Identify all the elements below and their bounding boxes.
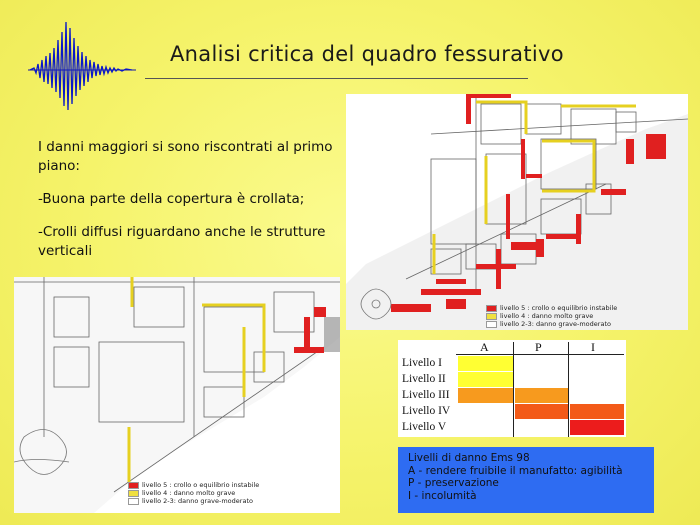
level-bar: [515, 404, 568, 419]
level-bar: [515, 388, 568, 403]
damage-level-table: [398, 340, 626, 437]
legend-item: [128, 489, 259, 497]
bullet-item: -Buona parte della copertura è crollata;: [38, 191, 305, 207]
bullet-list: [38, 138, 338, 275]
title-divider: [145, 78, 528, 79]
legend-swatch: [486, 313, 497, 320]
row-label: Livello III: [402, 389, 450, 401]
floor-plan-map: [14, 277, 340, 513]
info-line: A - rendere fruibile il manufatto: agibilità: [408, 464, 623, 477]
legend-swatch: [128, 490, 139, 497]
row-label: Livello IV: [402, 405, 451, 417]
legend-item: [486, 312, 617, 320]
level-bar: [458, 372, 513, 387]
legend-label: livello 2-3: danno grave-moderato: [142, 497, 253, 505]
row-label: Livello II: [402, 373, 446, 385]
legend-label: livello 5 : crollo o equilibrio instabile: [500, 304, 618, 312]
legend-swatch: [128, 498, 139, 505]
level-bar: [458, 356, 513, 371]
row-label: Livello V: [402, 421, 447, 433]
row-label: Livello I: [402, 357, 442, 369]
legend-swatch: [128, 482, 139, 489]
level-bar: [570, 404, 624, 419]
level-bar: [458, 388, 513, 403]
legend-swatch: [486, 321, 497, 328]
table-divider: [513, 342, 514, 437]
legend-label: livello 2-3: danno grave-moderato: [500, 320, 611, 328]
legend-item: [486, 320, 617, 328]
table-divider: [568, 342, 569, 437]
legend-swatch: [486, 305, 497, 312]
legend-label: livello 4 : danno molto grave: [142, 489, 236, 497]
bullet-item: -Crolli diffusi riguardano anche le strutture verticali: [38, 224, 326, 259]
bullet-item: I danni maggiori si sono riscontrati al primo piano:: [38, 139, 333, 174]
column-header-i: I: [591, 340, 595, 354]
legend-item: [128, 481, 259, 489]
legend-label: livello 4 : danno molto grave: [500, 312, 594, 320]
info-line: Livelli di danno Ems 98: [408, 452, 530, 464]
legend-label: livello 5 : crollo o equilibrio instabile: [142, 481, 260, 489]
map-legend: [486, 304, 617, 328]
seismogram-icon: [28, 18, 136, 113]
level-bar: [570, 420, 624, 435]
column-header-a: A: [480, 340, 489, 354]
legend-item: [128, 497, 259, 505]
info-line: I - incolumità: [408, 489, 477, 502]
floor-plan-damage-map: [346, 94, 688, 330]
map-legend: [128, 481, 259, 505]
ems98-info-box: [398, 447, 654, 513]
legend-item: [486, 304, 617, 312]
column-header-p: P: [535, 340, 542, 354]
slide-title: Analisi critica del quadro fessurativo: [170, 42, 564, 66]
info-line: P - preservazione: [408, 477, 499, 489]
table-divider: [456, 354, 624, 355]
